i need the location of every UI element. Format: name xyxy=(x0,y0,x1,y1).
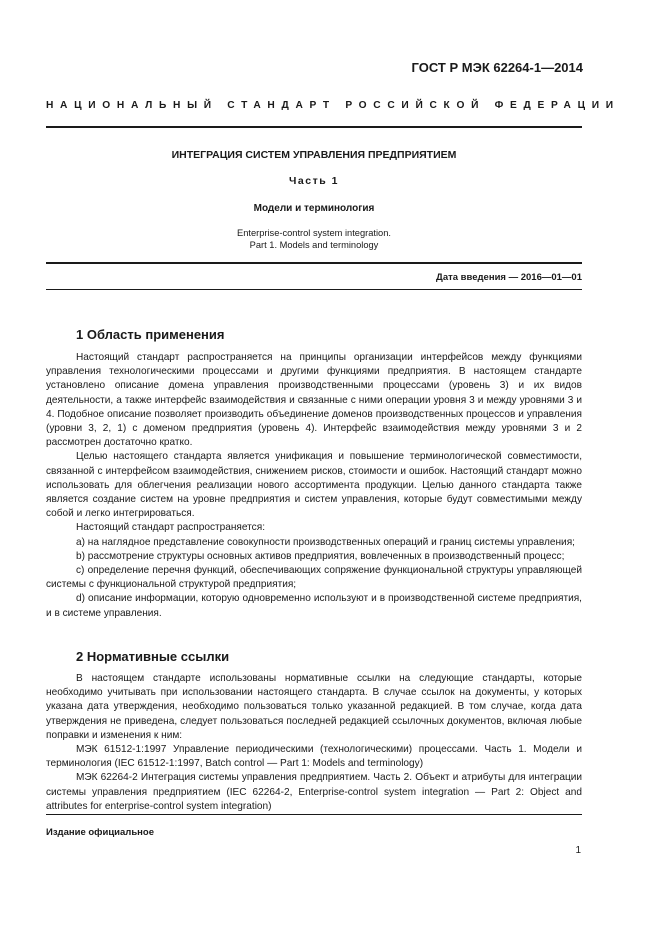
section-1-heading: 1 Область применения xyxy=(76,327,225,342)
title-rule xyxy=(46,262,582,264)
english-title-line-2: Part 1. Models and terminology xyxy=(249,240,379,250)
paragraph: Настоящий стандарт распространяется: xyxy=(76,522,266,534)
official-edition-label: Издание официальное xyxy=(46,827,154,838)
list-item: d) описание информации, которую одновременно используют и в производственной системе предприятия, и в системе управления. xyxy=(46,593,582,619)
introduction-date: Дата введения — 2016—01—01 xyxy=(436,272,582,283)
list-item: a) на наглядное представление совокупности производственных операций и границ системы управления; xyxy=(76,536,575,548)
document-subtitle: Модели и терминология xyxy=(253,203,375,214)
section-2-body xyxy=(46,672,582,814)
section-1-body xyxy=(46,351,582,621)
document-title: ИНТЕГРАЦИЯ СИСТЕМ УПРАВЛЕНИЯ ПРЕДПРИЯТИЕМ xyxy=(171,149,457,161)
section-2-heading: 2 Нормативные ссылки xyxy=(76,649,230,664)
reference-item: МЭК 62264-2 Интеграция системы управления предприятием. Часть 2. Объект и атрибуты для интеграции системы управления предприятием (IEC 62264-2, Enterprise-control system integration — Part 2: Object and attributes for enterprise-control system integration) xyxy=(46,772,582,812)
document-code: ГОСТ Р МЭК 62264-1—2014 xyxy=(411,60,583,75)
english-title-line-1: Enterprise-control system integration. xyxy=(237,228,391,238)
footer-rule xyxy=(46,814,582,815)
part-label: Часть 1 xyxy=(289,175,339,187)
reference-item: МЭК 61512-1:1997 Управление периодическими (технологическими) процессами. Часть 1. Модели и терминология (IEC 61512-1:1997, Batch control — Part 1: Models and terminology) xyxy=(46,744,582,770)
list-item: c) определение перечня функций, обеспечивающих сопряжение функциональной структуры управляющей системы с функциональной структурой предприятия; xyxy=(46,565,582,591)
paragraph: В настоящем стандарте использованы нормативные ссылки на следующие стандарты, которые необходимо учитывать при использовании настоящего стандарта. В случае ссылок на документы, у которых указана дата утверждения, необходимо пользоваться только указанной редакцией. В том случае, когда дата утверждения не приведена, следует пользоваться последней редакцией ссылочных документов, включая любые поправки и изменения к ним: xyxy=(46,673,582,741)
list-item: b) рассмотрение структуры основных активов предприятия, вовлеченных в производственный процесс; xyxy=(76,550,565,562)
page-number: 1 xyxy=(575,845,581,856)
national-standard-banner: НАЦИОНАЛЬНЫЙ СТАНДАРТ РОССИЙСКОЙ ФЕДЕРАЦИИ xyxy=(46,100,620,111)
paragraph: Настоящий стандарт распространяется на принципы организации интерфейсов между функциями управления технологическими процессами и другими функциями предприятия. В настоящем стандарте установлено описание домена управления производственными процессами (уровень 3) и их видов деятельности, а также интерфейс взаимодействия и связанные с ними операции уровня 3 и между уровнями 3 и 4. Подобное описание позволяет производить объединение доменов производственных процессов и управления (уровни 3, 2, 1) с доменом предприятия (уровень 4). Интерфейс взаимодействия между уровнями 3 и 2 рассмотрен достаточно кратко. xyxy=(46,352,582,449)
top-rule xyxy=(46,126,582,128)
paragraph: Целью настоящего стандарта является унификация и повышение терминологической совместимости, связанной с интерфейсом взаимодействия, снижением рисков, стоимости и ошибок. Настоящий стандарт можно использовать для облегчения реализации нового ассортимента продукции. Целью данного стандарта также является создание систем на уровне предприятия и систем управления, которые будут совместимыми между собой и легко интегрироваться. xyxy=(46,451,582,520)
date-rule xyxy=(46,289,582,290)
